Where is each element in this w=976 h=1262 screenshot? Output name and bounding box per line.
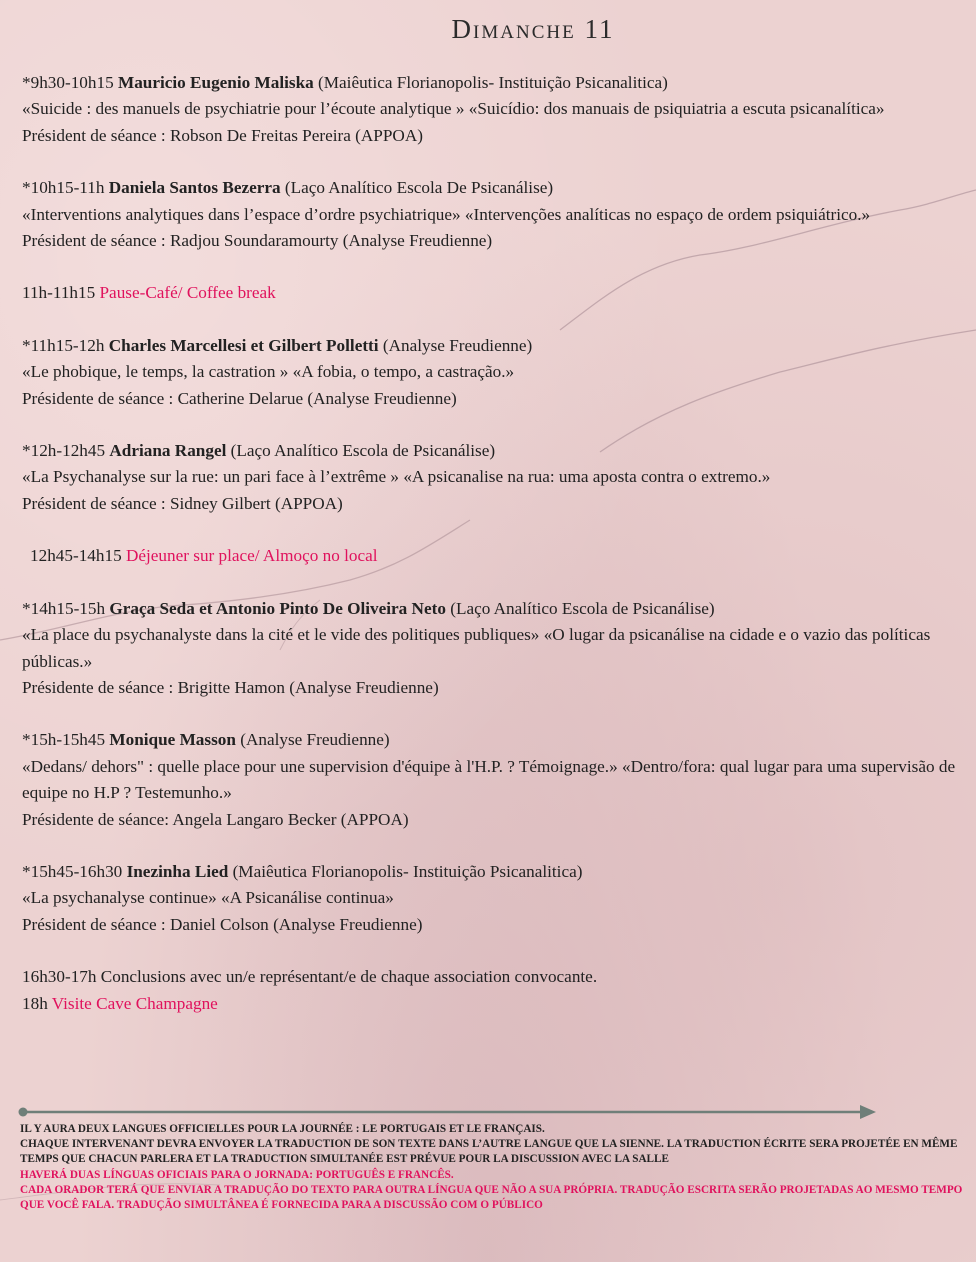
session-affiliation: (Maiêutica Florianopolis- Instituição Psicanalitica)	[232, 861, 583, 881]
language-notes	[20, 1122, 965, 1213]
talk-title-pt: «A Psicanálise continua»	[221, 888, 394, 908]
talk-title-pt: «Suicídio: dos manuais de psiquiatria a escuta psicanalítica»	[468, 99, 885, 119]
talk-title-fr: «La psychanalyse continue»	[22, 888, 217, 908]
talk-title-fr: «Dedans/ dehors" : quelle place pour une supervision d'équipe à l'H.P. ? Témoignage.»	[22, 756, 618, 776]
talk-title-pt: «A fobia, o tempo, a castração.»	[292, 362, 515, 382]
talk-title-pt: «O lugar da psicanálise na cidade e o vazio das políticas públicas.»	[22, 625, 931, 671]
talk-title-fr: «Le phobique, le temps, la castration »	[22, 362, 289, 382]
session-time: *10h15-11h	[22, 178, 105, 198]
visit-label: Visite Cave Champagne	[51, 993, 218, 1013]
session-7	[22, 859, 962, 938]
session-time: *9h30-10h15	[22, 73, 114, 92]
talk-title-pt: «A psicanalise na rua: uma aposta contra o extremo.»	[403, 467, 771, 487]
session-speaker: Adriana Rangel	[109, 441, 227, 461]
talk-title-fr: «Interventions analytiques dans l’espace d’ordre psychiatrique»	[22, 204, 461, 224]
talk-title-fr: «La place du psychanalyste dans la cité et le vide des politiques publiques»	[22, 625, 540, 645]
talk-title-pt: «Intervenções analíticas no espaço de ordem psiquiátrico.»	[464, 204, 871, 224]
session-affiliation: (Laço Analítico Escola de Psicanálise)	[450, 598, 715, 618]
session-chair: Président de séance : Radjou Soundaramourty (Analyse Freudienne)	[22, 231, 493, 251]
break-time: 12h45-14h15	[30, 546, 122, 566]
session-3	[22, 333, 962, 412]
session-affiliation: (Laço Analítico Escola de Psicanálise)	[230, 441, 496, 461]
talk-title-fr: «Suicide : des manuels de psychiatrie pour l’écoute analytique »	[22, 99, 465, 119]
lunch-break	[22, 543, 962, 569]
session-chair: Président de séance : Daniel Colson (Analyse Freudienne)	[22, 914, 423, 934]
session-time: *11h15-12h	[22, 335, 105, 355]
session-speaker: Mauricio Eugenio Maliska	[117, 73, 314, 92]
session-2	[22, 175, 962, 254]
session-speaker: Monique Masson	[109, 730, 236, 750]
coffee-break	[22, 280, 962, 306]
talk-title-fr: «La Psychanalyse sur la rue: un pari face à l’extrême »	[22, 467, 400, 487]
session-chair: Présidente de séance: Angela Langaro Becker (APPOA)	[22, 809, 409, 829]
session-speaker: Inezinha Lied	[126, 861, 229, 881]
program-schedule	[22, 70, 962, 1017]
session-speaker: Graça Seda et Antonio Pinto De Oliveira Neto	[109, 598, 446, 618]
session-1	[22, 70, 962, 149]
note-fr-1: IL Y AURA DEUX LANGUES OFFICIELLES POUR LA JOURNÉE : LE PORTUGAIS ET LE FRANÇAIS.	[20, 1123, 545, 1135]
session-5	[22, 596, 962, 702]
note-pt-2: CADA ORADOR TERÁ QUE ENVIAR A TRADUÇÃO DO TEXTO PARA OUTRA LÍNGUA QUE NÃO A SUA PRÓPRIA. TRADUÇÃO ESCRITA SERÃO PROJETADAS AO MESMO TEMPO QUE VOCÊ FALA. TRADUÇÃO SIMULTÂNEA É FORNECIDA PARA A DISCUSSÃO COM O PÚBLICO	[20, 1183, 963, 1212]
break-time: 11h-11h15	[22, 283, 96, 303]
session-time: *15h-15h45	[22, 730, 106, 750]
conclusions-line: 16h30-17h Conclusions avec un/e représentant/e de chaque association convocante.	[22, 967, 598, 987]
session-4	[22, 438, 962, 517]
closing	[22, 964, 962, 1017]
session-6	[22, 727, 962, 833]
session-affiliation: (Laço Analítico Escola De Psicanálise)	[284, 178, 554, 198]
session-chair: Président de séance : Robson De Freitas Pereira (APPOA)	[22, 125, 423, 145]
note-pt-1: HAVERÁ DUAS LÍNGUAS OFICIAIS PARA O JORNADA: PORTUGUÊS E FRANCÊS.	[20, 1168, 454, 1181]
session-speaker: Charles Marcellesi et Gilbert Polletti	[108, 335, 379, 355]
session-affiliation: (Analyse Freudienne)	[382, 335, 533, 355]
break-label: Pause-Café/ Coffee break	[99, 283, 276, 303]
visit-time: 18h	[22, 993, 48, 1013]
session-chair: Présidente de séance : Catherine Delarue (Analyse Freudienne)	[22, 388, 457, 408]
session-time: *15h45-16h30	[22, 861, 123, 881]
page-title: Dimanche 11	[451, 14, 615, 44]
session-time: *12h-12h45	[22, 441, 106, 461]
session-chair: Présidente de séance : Brigitte Hamon (Analyse Freudienne)	[22, 677, 439, 697]
session-affiliation: (Maiêutica Florianopolis- Instituição Psicanalitica)	[318, 73, 668, 92]
session-chair: Président de séance : Sidney Gilbert (APPOA)	[22, 493, 343, 513]
talk-title-pt: «Dentro/fora: qual lugar para uma supervisão de equipe no H.P ? Testemunho.»	[22, 756, 956, 803]
session-time: *14h15-15h	[22, 598, 106, 618]
session-speaker: Daniela Santos Bezerra	[108, 178, 281, 198]
note-fr-2: CHAQUE INTERVENANT DEVRA ENVOYER LA TRADUCTION DE SON TEXTE DANS L’AUTRE LANGUE QUE LA SIENNE. LA TRADUCTION ÉCRITE SERA PROJETÉE EN MÊME TEMPS QUE CHACUN PARLERA ET LA TRADUCTION SIMULTANÉE EST PRÉVUE POUR LA DISCUSSION AVEC LA SALLE	[20, 1138, 958, 1166]
arrow-divider	[18, 1102, 880, 1122]
break-label: Déjeuner sur place/ Almoço no local	[125, 546, 378, 566]
session-affiliation: (Analyse Freudienne)	[240, 730, 390, 750]
